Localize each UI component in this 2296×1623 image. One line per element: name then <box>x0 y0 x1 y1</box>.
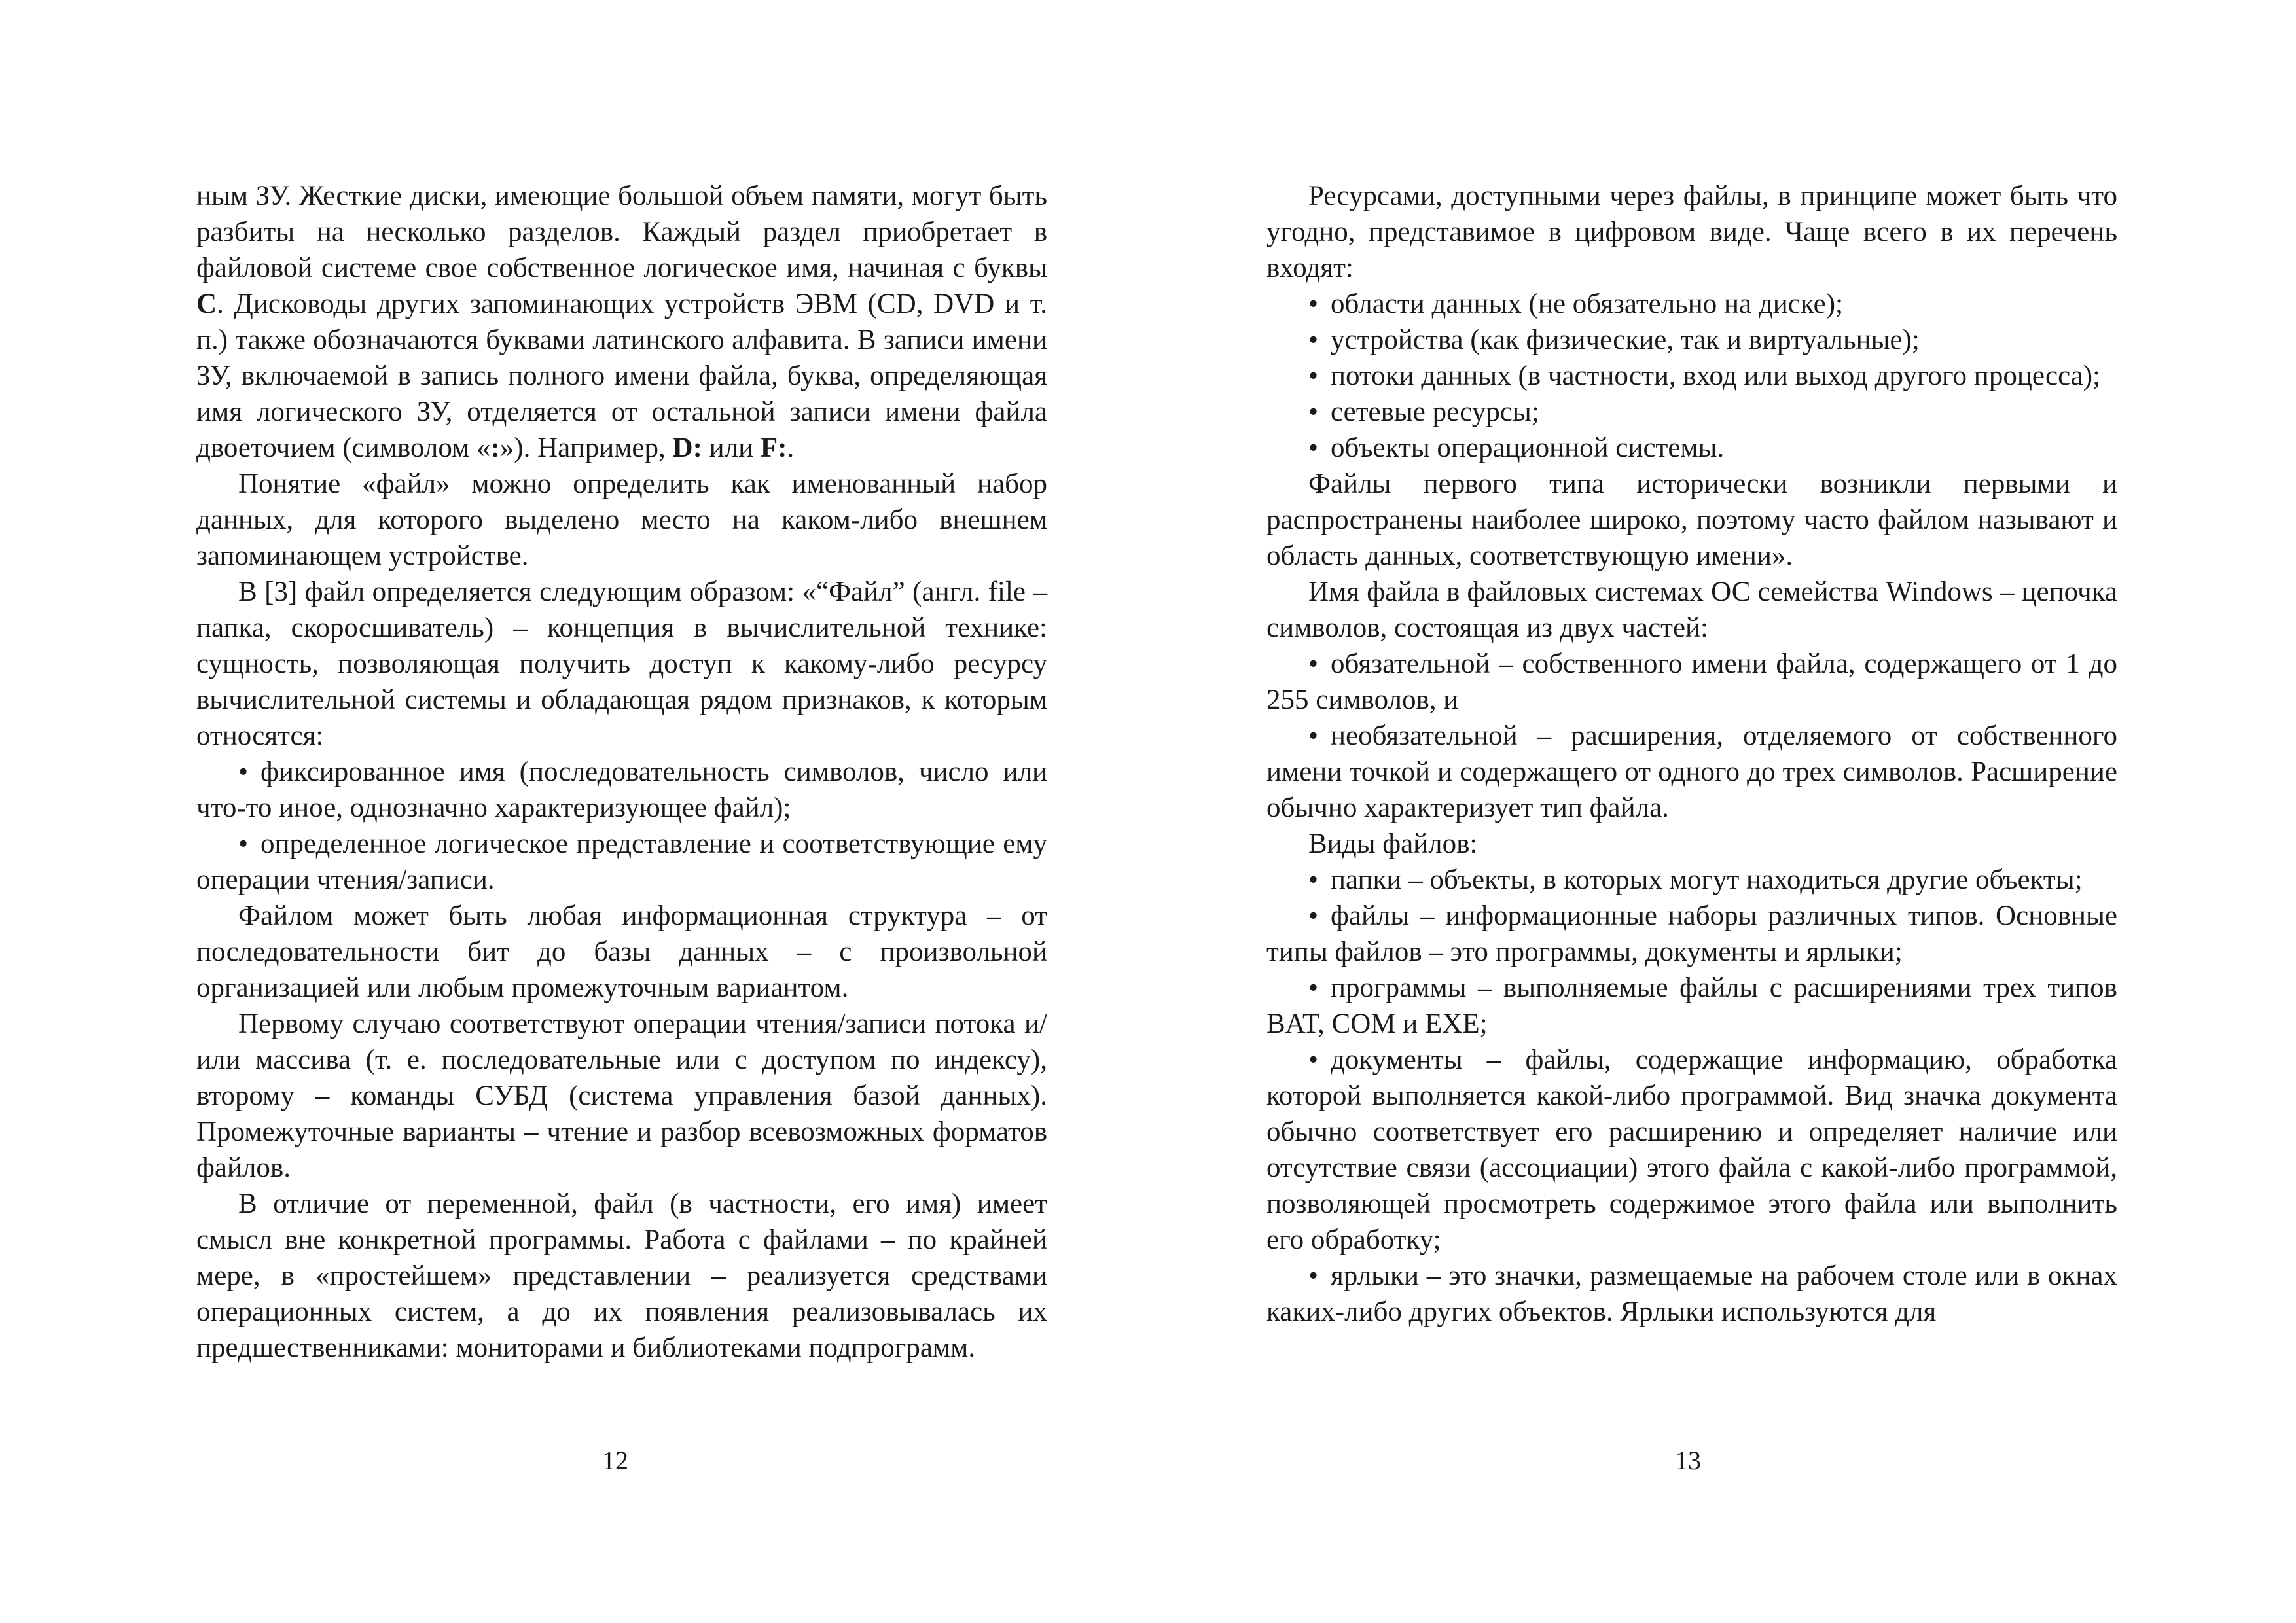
bullet-item <box>1266 286 2117 322</box>
text-run: Понятие «файл» можно определить как именованный набор данных, для которого выделено место на каком-либо внешнем запоминающем устройстве. <box>196 469 1047 571</box>
text-run: объекты операционной системы. <box>1331 433 1725 463</box>
text-run: документы – файлы, содержащие информацию, обработка которой выполняется какой-либо программой. Вид значка документа обычно соответствует его расширению и определяет наличие или отсутствие связи (ассоциации) этого файла с какой-либо программой, позволяющей просмотреть содержимое этого файла или выполнить его обработку; <box>1266 1044 2117 1255</box>
text-run: или <box>702 433 761 463</box>
text-run: »). Например, <box>499 433 673 463</box>
paragraph <box>196 1006 1047 1186</box>
paragraph <box>1266 826 2117 862</box>
text-run: программы – выполняемые файлы с расширениями трех типов BAT, COM и EXE; <box>1266 972 2117 1039</box>
right-page-number: 13 <box>1675 1446 1701 1475</box>
paragraph <box>196 574 1047 754</box>
text-run: обязательной – собственного имени файла, содержащего от 1 до 255 символов, и <box>1266 649 2117 715</box>
text-run: В отличие от переменной, файл (в частности, его имя) имеет смысл вне конкретной программы. Работа с файлами – по крайней мере, в «простейшем» представлении – реализуется средствами операционных систем, а до их появления реализовывалась их предшественниками: мониторами и библиотеками подпрограмм. <box>196 1188 1047 1363</box>
bullet-dot-icon: • <box>1308 901 1319 931</box>
paragraph <box>196 466 1047 574</box>
bullet-dot-icon: • <box>1308 649 1319 679</box>
bullet-dot-icon: • <box>1308 1044 1319 1075</box>
paragraph <box>1266 178 2117 286</box>
paragraph <box>196 898 1047 1006</box>
bullet-item <box>1266 646 2117 718</box>
bullet-dot-icon: • <box>238 757 249 787</box>
bold-term: D: <box>672 433 702 463</box>
text-run: потоки данных (в частности, вход или выход другого процесса); <box>1331 361 2101 391</box>
text-run: папки – объекты, в которых могут находиться другие объекты; <box>1331 865 2083 895</box>
bullet-item <box>1266 430 2117 466</box>
text-run: необязательной – расширения, отделяемого от собственного имени точкой и содержащего от одного до трех символов. Расширение обычно характеризует тип файла. <box>1266 721 2117 823</box>
bullet-dot-icon: • <box>1308 325 1319 355</box>
text-run: В [3] файл определяется следующим образом: «“Файл” (англ. file – папка, скоросшиватель) – концепция в вычислительной технике: сущность, позволяющая получить доступ к какому-либо ресурсу вычислительной системы и обладающая рядом признаков, к которым относятся: <box>196 577 1047 751</box>
text-run: ным ЗУ. Жесткие диски, имеющие большой объем памяти, могут быть разбиты на несколько разделов. Каждый раздел приобретает в файловой системе свое собственное логическое имя, начиная с буквы <box>196 181 1047 283</box>
bullet-item <box>196 754 1047 826</box>
bullet-dot-icon: • <box>238 829 249 859</box>
text-run: . <box>787 433 795 463</box>
text-run: сетевые ресурсы; <box>1331 397 1539 427</box>
bullet-item <box>1266 862 2117 898</box>
text-run: Первому случаю соответствуют операции чтения/записи потока и/или массива (т. е. последовательные или с доступом по индексу), второму – команды СУБД (система управления базой данных). Промежуточные варианты – чтение и разбор всевозможных форматов файлов. <box>196 1008 1047 1183</box>
bullet-dot-icon: • <box>1308 865 1319 895</box>
bullet-item <box>1266 322 2117 358</box>
left-page-number: 12 <box>602 1446 628 1475</box>
bullet-dot-icon: • <box>1308 397 1319 427</box>
right-page-body <box>1266 178 2117 1330</box>
bold-term: F: <box>760 433 787 463</box>
left-page-body <box>196 178 1047 1366</box>
bullet-dot-icon: • <box>1308 289 1319 319</box>
bullet-item <box>1266 1042 2117 1258</box>
text-run: фиксированное имя (последовательность символов, число или что-то иное, однозначно характеризующее файл); <box>196 757 1047 823</box>
bullet-dot-icon: • <box>1308 433 1319 463</box>
text-run: определенное логическое представление и соответствующие ему операции чтения/записи. <box>196 829 1047 895</box>
bullet-item <box>1266 358 2117 394</box>
text-run: ярлыки – это значки, размещаемые на рабочем столе или в окнах каких-либо других объектов. Ярлыки используются для <box>1266 1260 2117 1327</box>
bullet-dot-icon: • <box>1308 361 1319 391</box>
bullet-item <box>1266 1258 2117 1330</box>
paragraph <box>1266 466 2117 574</box>
bold-term: C <box>196 289 217 319</box>
text-run: устройства (как физические, так и виртуальные); <box>1331 325 1920 355</box>
text-run: Виды файлов: <box>1308 829 1478 859</box>
bullet-item <box>1266 898 2117 970</box>
text-run: . Дисководы других запоминающих устройств ЭВМ (CD, DVD и т. п.) также обозначаются буквами латинского алфавита. В записи имени ЗУ, включаемой в запись полного имени файла, буква, определяющая имя логического ЗУ, отделяется от остальной записи имени файла двоеточием (символом « <box>196 289 1047 463</box>
text-run: Имя файла в файловых системах ОС семейства Windows – цепочка символов, состоящая из двух частей: <box>1266 577 2117 643</box>
text-run: Файлом может быть любая информационная структура – от последовательности бит до базы данных – с произвольной организацией или любым промежуточным вариантом. <box>196 901 1047 1003</box>
text-run: Файлы первого типа исторически возникли первыми и распространены наиболее широко, поэтому часто файлом называют и область данных, соответствующую имени». <box>1266 469 2117 571</box>
text-run: файлы – информационные наборы различных типов. Основные типы файлов – это программы, документы и ярлыки; <box>1266 901 2117 967</box>
bold-term: : <box>490 433 500 463</box>
bullet-dot-icon: • <box>1308 721 1319 751</box>
bullet-dot-icon: • <box>1308 1260 1319 1291</box>
text-run: области данных (не обязательно на диске); <box>1331 289 1844 319</box>
bullet-item <box>1266 394 2117 430</box>
text-run: Ресурсами, доступными через файлы, в принципе может быть что угодно, представимое в цифровом виде. Чаще всего в их перечень входят: <box>1266 181 2117 283</box>
paragraph <box>1266 574 2117 646</box>
paragraph <box>196 178 1047 466</box>
paragraph <box>196 1186 1047 1366</box>
bullet-item <box>196 826 1047 898</box>
bullet-dot-icon: • <box>1308 972 1319 1003</box>
bullet-item <box>1266 970 2117 1042</box>
bullet-item <box>1266 718 2117 826</box>
